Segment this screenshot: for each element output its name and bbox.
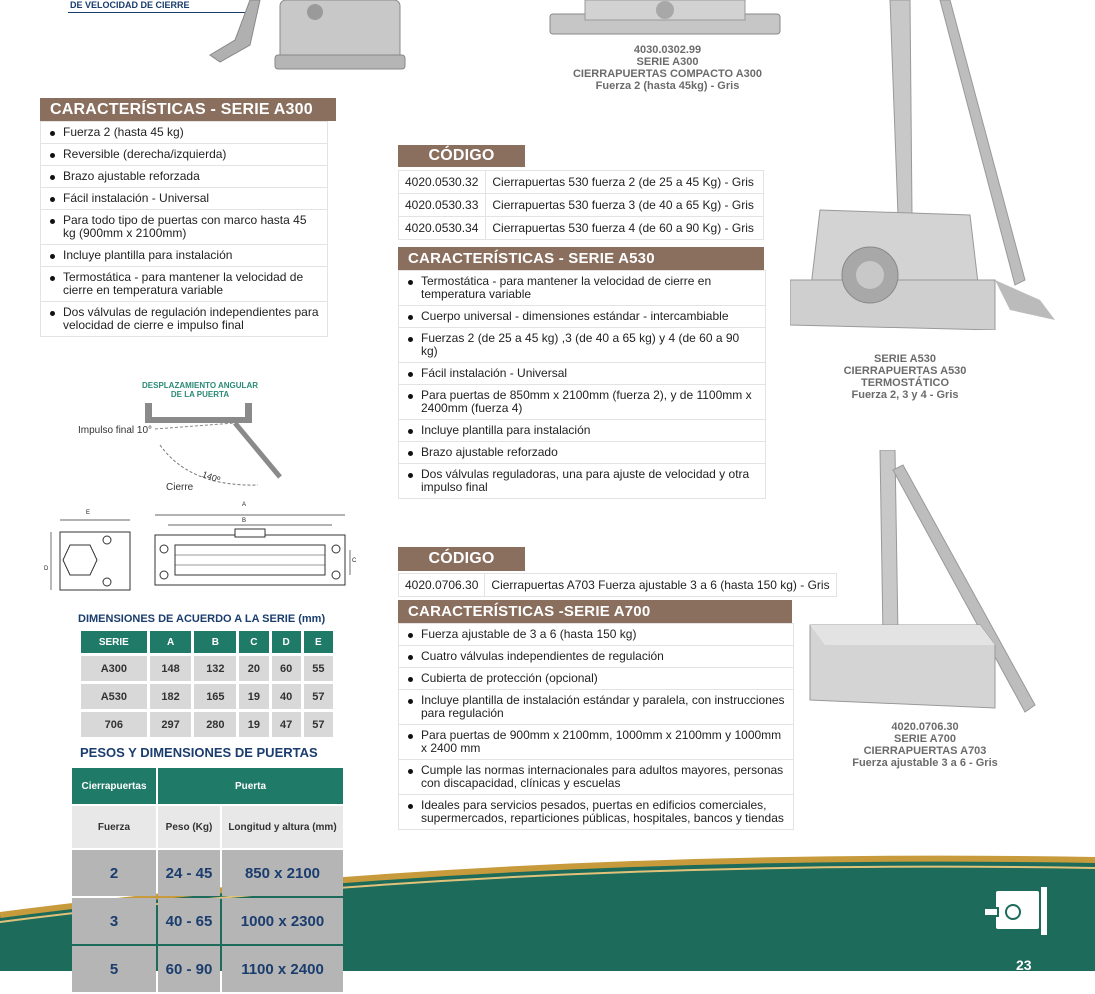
caption-a300: 4030.0302.99 SERIE A300 CIERRAPUERTAS COMPACTO A300 Fuerza 2 (hasta 45kg) - Gris (572, 44, 763, 92)
caption-a700: 4020.0706.30 SERIE A700 CIERRAPUERTAS A703 Fuerza ajustable 3 a 6 - Gris (852, 721, 998, 769)
closer-a300-image (190, 0, 420, 80)
closer-a700-image (805, 450, 1045, 715)
dimensions-header: A (150, 631, 192, 653)
product-code: 4020.0530.32 (399, 171, 486, 194)
weights-title: PESOS Y DIMENSIONES DE PUERTAS (80, 745, 318, 760)
closer-a530-image (790, 0, 1070, 330)
product-code: 4020.0530.34 (399, 217, 486, 240)
list-item: Termostática - para mantener la velocidad de cierre en temperatura variable (399, 271, 765, 306)
dimensions-header: SERIE (81, 631, 147, 653)
list-item: Fácil instalación - Universal (399, 363, 765, 385)
angle-diagram-title: DESPLAZAMIENTO ANGULAR DE LA PUERTA (142, 381, 258, 399)
top-arrow-label: DE VELOCIDAD DE CIERRE (70, 0, 190, 10)
list-item: Brazo ajustable reforzado (399, 442, 765, 464)
list-item: Fuerza ajustable de 3 a 6 (hasta 150 kg) (399, 624, 793, 646)
closer-a300-front-image (545, 0, 785, 40)
list-item: Dos válvulas reguladoras, una para ajuste de velocidad y otra impulso final (399, 464, 765, 498)
dimensions-header: D (272, 631, 301, 653)
dimensions-cell: 706 (81, 712, 147, 737)
a700-features-title: CARACTERÍSTICAS -SERIE A700 (398, 600, 792, 623)
dimensions-cell: 148 (150, 656, 192, 681)
product-description: Cierrapuertas 530 fuerza 3 (de 40 a 65 Kg) - Gris (486, 194, 764, 217)
caption-a530: SERIE A530 CIERRAPUERTAS A530 TERMOSTÁTICO Fuerza 2, 3 y 4 - Gris (843, 353, 967, 401)
list-item: Cumple las normas internacionales para adultos mayores, personas con discapacidad, clínicas y escuelas (399, 760, 793, 795)
a300-features-list (40, 121, 328, 337)
weights-cell: 40 - 65 (158, 898, 220, 944)
list-item: Brazo ajustable reforzada (41, 166, 327, 188)
product-code: 4020.0706.30 (399, 574, 485, 597)
weights-cell: 24 - 45 (158, 850, 220, 896)
weights-cell: 1100 x 2400 (222, 946, 343, 992)
impulso-label: Impulso final 10° (78, 425, 153, 436)
dimensions-cell: 57 (304, 712, 333, 737)
list-item: Reversible (derecha/izquierda) (41, 144, 327, 166)
table-row (399, 171, 764, 194)
dimensions-cell: 182 (150, 684, 192, 709)
list-item: Termostática - para mantener la velocidad de cierre en temperatura variable (41, 267, 327, 302)
list-item: Fuerzas 2 (de 25 a 45 kg) ,3 (de 40 a 65 kg) y 4 (de 60 a 90 kg) (399, 328, 765, 363)
dimensions-cell: 55 (304, 656, 333, 681)
dimensions-cell: 297 (150, 712, 192, 737)
table-row (72, 850, 343, 896)
angle-diagram (140, 395, 300, 495)
product-code: 4020.0530.33 (399, 194, 486, 217)
list-item: Fuerza 2 (hasta 45 kg) (41, 122, 327, 144)
dimensions-header: E (304, 631, 333, 653)
list-item: Ideales para servicios pesados, puertas en edificios comerciales, supermercados, reparticiones públicas, hospitales, bancos y tiendas (399, 795, 793, 829)
dimensions-cell: 165 (194, 684, 236, 709)
dim-letter-b: B (242, 518, 247, 524)
list-item: Cubierta de protección (opcional) (399, 668, 793, 690)
a700-code-title: CÓDIGO (398, 547, 525, 571)
dimensions-cell: 132 (194, 656, 236, 681)
dimensions-table (78, 628, 336, 740)
dim-letter-c: C (352, 558, 357, 564)
table-row (81, 712, 333, 737)
table-row (72, 946, 343, 992)
dimensions-cell: 60 (272, 656, 301, 681)
weights-table (70, 766, 345, 994)
dim-letter-a: A (242, 502, 247, 508)
table-row (399, 574, 837, 597)
a530-features-title: CARACTERÍSTICAS - SERIE A530 (398, 247, 764, 270)
a300-features-title: CARACTERÍSTICAS - SERIE A300 (40, 98, 336, 121)
list-item: Dos válvulas de regulación independientes para velocidad de cierre e impulso final (41, 302, 327, 336)
list-item: Incluye plantilla de instalación estándar y paralela, con instrucciones para regulación (399, 690, 793, 725)
weights-sub-weight: Peso (Kg) (158, 806, 220, 848)
weights-cell: 3 (72, 898, 156, 944)
list-item: Para puertas de 850mm x 2100mm (fuerza 2), y de 1100mm x 2400mm (fuerza 4) (399, 385, 765, 420)
a530-code-title: CÓDIGO (398, 145, 525, 167)
dimensions-cell: A300 (81, 656, 147, 681)
list-item: Cuerpo universal - dimensiones estándar - intercambiable (399, 306, 765, 328)
product-description: Cierrapuertas 530 fuerza 4 (de 60 a 90 Kg) - Gris (486, 217, 764, 240)
list-item: Para puertas de 900mm x 2100mm, 1000mm x 2100mm y 1000mm x 2400 mm (399, 725, 793, 760)
door-lock-icon (980, 880, 1060, 950)
weights-cell: 5 (72, 946, 156, 992)
dimensions-cell: 19 (239, 684, 268, 709)
list-item: Para todo tipo de puertas con marco hasta 45 kg (900mm x 2100mm) (41, 210, 327, 245)
list-item: Incluye plantilla para instalación (399, 420, 765, 442)
weights-sub-size: Longitud y altura (mm) (222, 806, 343, 848)
product-description: Cierrapuertas 530 fuerza 2 (de 25 a 45 Kg) - Gris (486, 171, 764, 194)
page-number: 23 (1016, 957, 1032, 973)
list-item: Incluye plantilla para instalación (41, 245, 327, 267)
table-row (72, 898, 343, 944)
table-row (81, 684, 333, 709)
weights-sub-force: Fuerza (72, 806, 156, 848)
list-item: Fácil instalación - Universal (41, 188, 327, 210)
table-row (81, 656, 333, 681)
a530-codes-table (398, 170, 764, 240)
dimensions-cell: 280 (194, 712, 236, 737)
weights-cell: 850 x 2100 (222, 850, 343, 896)
dim-letter-d-side: D (44, 566, 49, 572)
dimensions-cell: 19 (239, 712, 268, 737)
dimension-drawing-front (150, 505, 360, 605)
dimensions-header: B (194, 631, 236, 653)
a530-features-list (398, 270, 766, 499)
weights-cell: 1000 x 2300 (222, 898, 343, 944)
a700-codes-table (398, 573, 837, 597)
product-description: Cierrapuertas A703 Fuerza ajustable 3 a 6 (hasta 150 kg) - Gris (485, 574, 836, 597)
list-item: Cuatro válvulas independientes de regulación (399, 646, 793, 668)
dimensions-cell: 20 (239, 656, 268, 681)
a700-features-list (398, 623, 794, 830)
dimensions-title: DIMENSIONES DE ACUERDO A LA SERIE (mm) (78, 613, 326, 625)
weights-cell: 60 - 90 (158, 946, 220, 992)
weights-header-door: Puerta (158, 768, 343, 804)
weights-cell: 2 (72, 850, 156, 896)
dim-letter-e-side: E (86, 510, 91, 516)
weights-header-closer: Cierrapuertas (72, 768, 156, 804)
dimensions-cell: 57 (304, 684, 333, 709)
table-row (399, 217, 764, 240)
cierre-label: Cierre (166, 482, 194, 493)
dimensions-cell: 47 (272, 712, 301, 737)
dimensions-cell: 40 (272, 684, 301, 709)
dimensions-header: C (239, 631, 268, 653)
table-row (399, 194, 764, 217)
dimensions-cell: A530 (81, 684, 147, 709)
angle-label: 140º (200, 469, 222, 485)
dimension-drawing-side (45, 510, 145, 610)
